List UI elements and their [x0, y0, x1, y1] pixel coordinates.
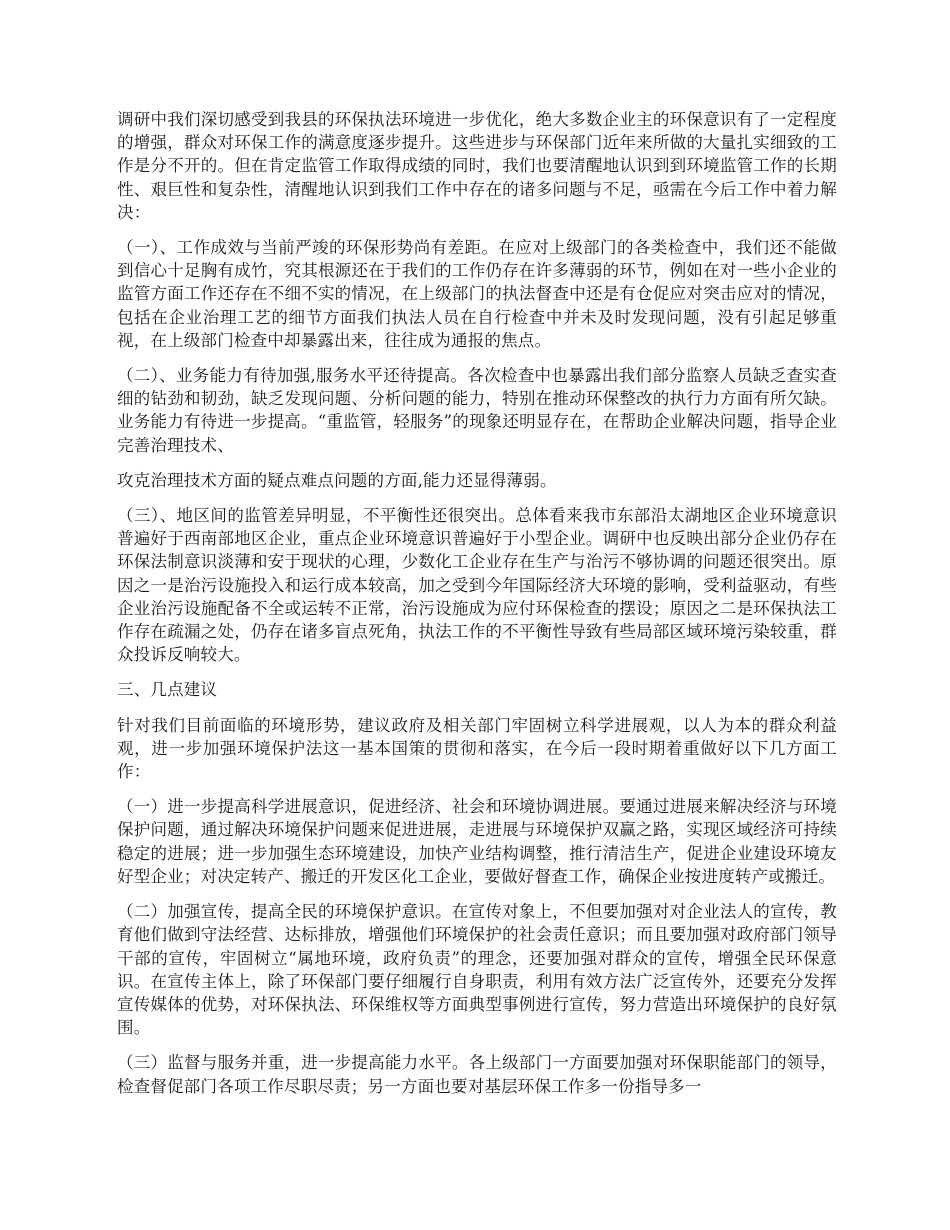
issue-three-paragraph: （三）、地区间的监管差异明显，不平衡性还很突出。总体看来我市东部沿太湖地区企业环境意识普遍好于西南部地区企业，重点企业环境意识普遍好于小型企业。调研中也反映出部分企业仍存在环保法制意识淡薄和安于现状的心理，少数化工企业存在生产与治污不够协调的问题还很突出。原因之一是治污设施投入和运行成本较高，加之受到今年国际经济大环境的影响，受利益驱动，有些企业治污设施配备不全或运转不正常，治污设施成为应付环保检查的摆设；原因之二是环保执法工作存在疏漏之处，仍存在诸多盲点死角，执法工作的不平衡性导致有些局部区域环境污染较重，群众投诉反响较大。 — [117, 506, 837, 665]
suggestions-intro-paragraph: 针对我们目前面临的环境形势，建议政府及相关部门牢固树立科学进展观，以人为本的群众利益观，进一步加强环境保护法这一基本国策的贯彻和落实，在今后一段时期着重做好以下几方面工作： — [117, 715, 837, 782]
issue-two-paragraph: （二）、业务能力有待加强,服务水平还待提高。各次检查中也暴露出我们部分监察人员缺乏查实查细的钻劲和韧劲，缺乏发现问题、分析问题的能力，特别在推动环保整改的执行力方面有所欠缺。业务能力有待进一步提高。“重监管，轻服务”的现象还明显存在，在帮助企业解决问题，指导企业完善治理技术、 — [117, 366, 837, 455]
suggestion-three-paragraph: （三）监督与服务并重，进一步提高能力水平。各上级部门一方面要加强对环保职能部门的领导，检查督促部门各项工作尽职尽责；另一方面也要对基层环保工作多一份指导多一 — [117, 1053, 837, 1096]
intro-paragraph: 调研中我们深切感受到我县的环保执法环境进一步优化，绝大多数企业主的环保意识有了一定程度的增强，群众对环保工作的满意度逐步提升。这些进步与环保部门近年来所做的大量扎实细致的工作是分不开的。但在肯定监管工作取得成绩的同时，我们也要清醒地认识到到环境监管工作的长期性、艰巨性和复杂性，清醒地认识到我们工作中存在的诸多问题与不足，亟需在今后工作中着力解决： — [117, 110, 837, 222]
suggestion-one-paragraph: （一）进一步提高科学进展意识，促进经济、社会和环境协调进展。要通过进展来解决经济与环境保护问题，通过解决环境保护问题来促进进展，走进展与环境保护双赢之路，实现区域经济可持续稳定的进展；进一步加强生态环境建设，加快产业结构调整，推行清洁生产，促进企业建设环境友好型企业；对决定转产、搬迁的开发区化工企业，要做好督查工作，确保企业按进度转产或搬迁。 — [117, 797, 837, 886]
document-body — [117, 108, 837, 1110]
issue-two-continuation: 攻克治理技术方面的疑点难点问题的方面,能力还显得薄弱。 — [117, 470, 557, 490]
section-heading: 三、几点建议 — [117, 680, 218, 700]
suggestion-two-paragraph: （二）加强宣传，提高全民的环境保护意识。在宣传对象上，不但要加强对对企业法人的宣传，教育他们做到守法经营、达标排放，增强他们环境保护的社会责任意识；而且要加强对政府部门领导干部的宣传，牢固树立“属地环境，政府负责”的理念，还要加强对群众的宣传，增强全民环保意识。在宣传主体上，除了环保部门要仔细履行自身职责，利用有效方法广泛宣传外，还要充分发挥宣传媒体的优势，对环保执法、环保维权等方面典型事例进行宣传，努力营造出环境保护的良好氛围。 — [117, 902, 837, 1038]
issue-one-paragraph: （一）、工作成效与当前严竣的环保形势尚有差距。在应对上级部门的各类检查中，我们还不能做到信心十足胸有成竹，究其根源还在于我们的工作仍存在许多薄弱的环节，例如在对一些小企业的监管方面工作还存在不细不实的情况，在上级部门的执法督查中还是有仓促应对突击应对的情况，包括在企业治理工艺的细节方面我们执法人员在自行检查中并未及时发现问题，没有引起足够重视，在上级部门检查中却暴露出来，往往成为通报的焦点。 — [117, 238, 837, 350]
